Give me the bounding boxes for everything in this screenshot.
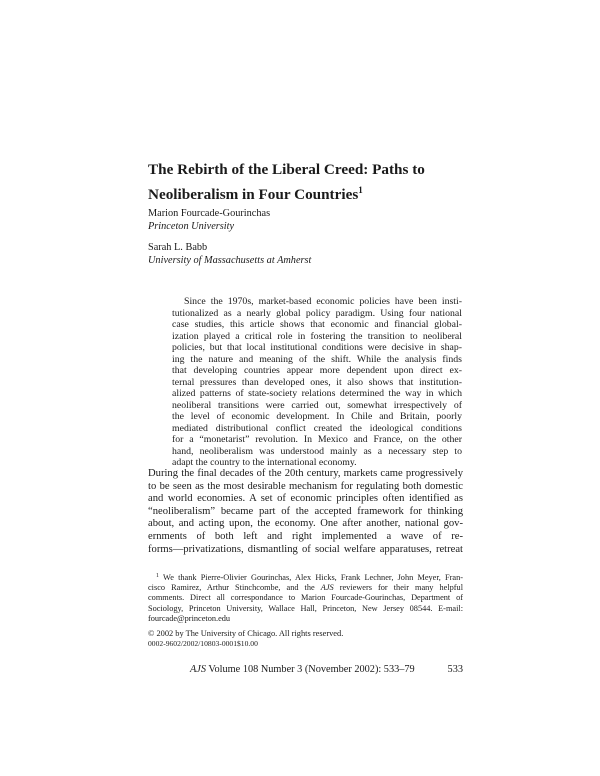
abstract-line: adapt the country to the international economy. (172, 457, 357, 468)
abstract-line: ization played a critical role in fostering the transition to neoliberal (172, 330, 462, 342)
abstract-line: the level of economic development. In Chile and Britain, poorly (172, 411, 462, 422)
copyright-block (148, 629, 343, 650)
abstract-line: alized patterns of state-society relations determined the way in which (172, 388, 462, 399)
footnote-line (148, 571, 463, 583)
title-line-2 (148, 180, 488, 205)
author-block-1 (148, 208, 270, 233)
footnote-line (148, 583, 463, 593)
abstract-line: ing the nature and meaning of the shift. While the analysis finds (172, 353, 462, 365)
body-line: “neoliberalism” became part of the accepted framework for thinking (148, 505, 463, 517)
title-line-2-text: Neoliberalism in Four Countries (148, 186, 359, 203)
body-line: During the final decades of the 20th century, markets came progressively (148, 468, 463, 479)
abstract-line: policies, but that local institutional conditions were decisive in shap- (172, 342, 462, 353)
running-footer (190, 664, 463, 676)
body-line: and world economies. A set of economic principles often identified as (148, 493, 463, 505)
body-line: ernments of both left and right implemented a wave of re- (148, 530, 463, 542)
abstract-line: mediated distributional conflict created the ideological conditions (172, 422, 462, 434)
body-paragraph (148, 468, 463, 556)
body-line: forms—privatizations, dismantling of social welfare apparatuses, retreat (148, 543, 463, 555)
abstract-line: neoliberal transitions were carried out, somewhat irrespectively of (172, 399, 462, 411)
footer-journal: AJS (190, 664, 207, 675)
footnote-text: We thank Pierre-Olivier Gourinchas, Alex Hicks, Frank Lechner, John Meyer, Fran- (159, 573, 463, 582)
abstract-line: tutionalized as a nearly global policy paradigm. Using four national (172, 307, 462, 319)
abstract-line: case studies, this article shows that economic and financial global- (172, 319, 462, 330)
abstract-line: for a “monetarist” revolution. In Mexico and France, on the other (172, 434, 462, 445)
footnote-text: cisco Ramirez, Arthur Stinchcombe, and the (148, 583, 321, 593)
footnote (148, 571, 463, 624)
author-affiliation: Princeton University (148, 220, 235, 232)
footnote-mark: 1 (156, 573, 159, 579)
footnote-line: Sociology, Princeton University, Wallace Hall, Princeton, New Jersey 08544. E-mail: (148, 603, 463, 613)
footnote-line: fourcade@princeton.edu (148, 613, 231, 623)
footer-citation: Volume 108 Number 3 (November 2002): 533–79 (206, 664, 415, 675)
author-block-2 (148, 242, 311, 267)
abstract-line: ternal pressures than developed ones, it also shows that institution- (172, 376, 462, 388)
copyright-notice: © 2002 by The University of Chicago. All rights reserved. (148, 629, 344, 638)
author-name: Sarah L. Babb (148, 242, 208, 253)
issn-code: 0002-9602/2002/10803-0001$10.00 (148, 639, 258, 649)
abstract-line: Since the 1970s, market-based economic policies have been insti- (184, 296, 462, 307)
footnote-text: reviewers for their many helpful (333, 583, 464, 593)
page-number: 533 (447, 664, 463, 675)
body-line: about, and acting upon, the economy. One after another, national gov- (148, 518, 463, 530)
footnote-journal: AJS (320, 583, 334, 593)
author-name: Marion Fourcade-Gourinchas (148, 208, 271, 219)
abstract-line: hand, neoliberalism was understood mainly as a necessary step to (172, 445, 462, 457)
author-affiliation: University of Massachusetts at Amherst (148, 254, 312, 266)
abstract-line: that developing countries appear more dependent upon direct ex- (172, 365, 462, 376)
body-line: to be seen as the most desirable mechanism for regulating both domestic (148, 480, 463, 492)
footnote-line: comments. Direct all correspondance to Marion Fourcade-Gourinchas, Department of (148, 593, 463, 603)
article-title (148, 160, 488, 205)
abstract (172, 296, 462, 469)
title-footnote-mark: 1 (358, 185, 363, 195)
title-line-1: The Rebirth of the Liberal Creed: Paths to (148, 161, 425, 178)
